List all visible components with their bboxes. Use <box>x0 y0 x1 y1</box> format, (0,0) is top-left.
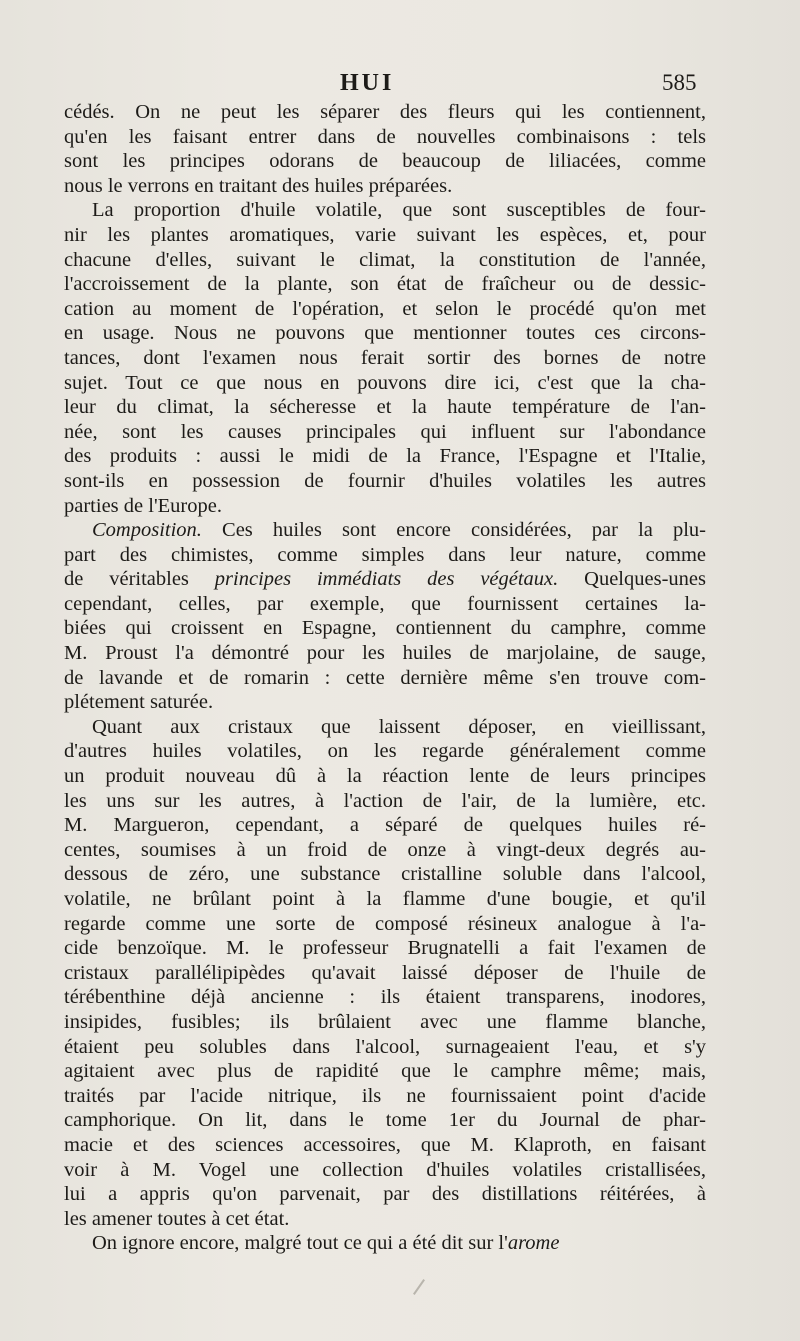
text-run: nous le verrons en traitant des huiles préparées. <box>64 174 453 197</box>
text-run: Quant aux cristaux que laissent déposer, en vieillissant, <box>92 715 706 738</box>
text-run: de véritables <box>64 568 215 591</box>
text-line <box>64 862 706 887</box>
text-run: Ces huiles sont encore considérées, par la plu- <box>201 519 706 542</box>
text-line <box>64 985 706 1010</box>
text-run: cédés. On ne peut les séparer des fleurs qui les contiennent, <box>64 101 706 123</box>
text-run: sujet. Tout ce que nous en pouvons dire ici, c'est que la cha- <box>64 371 706 394</box>
text-line <box>64 125 706 150</box>
text-line <box>64 395 706 420</box>
text-line <box>64 518 706 543</box>
text-line <box>64 813 706 838</box>
paper-mark <box>413 1279 425 1295</box>
text-line <box>64 1108 706 1133</box>
text-line <box>64 912 706 937</box>
text-run: parties de l'Europe. <box>64 494 222 517</box>
italic-text: principes immédiats des végétaux. <box>214 568 559 591</box>
text-line <box>64 420 706 445</box>
text-run: M. Proust l'a démontré pour les huiles de marjolaine, de sauge, <box>64 642 706 665</box>
text-line <box>64 592 706 617</box>
text-run: qu'en les faisant entrer dans de nouvelles combinaisons : tels <box>64 125 706 148</box>
italic-text: Composition. <box>92 519 202 542</box>
text-line <box>64 321 706 346</box>
text-run: On ignore encore, malgré tout ce qui a été dit sur l' <box>92 1232 508 1255</box>
text-run: un produit nouveau dû à la réaction lente de leurs principes <box>64 765 706 788</box>
text-run: de lavande et de romarin : cette dernière même s'en trouve com- <box>64 666 706 689</box>
text-line <box>64 567 706 592</box>
text-line <box>64 100 706 125</box>
text-line <box>64 174 706 199</box>
text-line <box>64 838 706 863</box>
text-run: leur du climat, la sécheresse et la haute température de l'an- <box>64 396 706 419</box>
text-line <box>64 1133 706 1158</box>
text-run: part des chimistes, comme simples dans leur nature, comme <box>64 543 706 566</box>
text-run: dessous de zéro, une substance cristalline soluble dans l'alcool, <box>64 863 706 886</box>
text-line <box>64 616 706 641</box>
text-run: plétement saturée. <box>64 691 214 714</box>
running-head-title: HUI <box>340 70 395 96</box>
text-run: cation au moment de l'opération, et selon le procédé qu'on met <box>64 297 706 320</box>
text-line <box>64 715 706 740</box>
text-line <box>64 936 706 961</box>
text-run: d'autres huiles volatiles, on les regarde généralement comme <box>64 740 706 763</box>
text-line <box>64 198 706 223</box>
text-line <box>64 1182 706 1207</box>
text-line <box>64 346 706 371</box>
text-line <box>64 961 706 986</box>
text-line <box>64 789 706 814</box>
text-line <box>64 1231 706 1256</box>
text-run: l'accroissement de la plante, son état de fraîcheur ou de dessic- <box>64 273 706 296</box>
text-line <box>64 494 706 519</box>
text-run: La proportion d'huile volatile, que sont susceptibles de four- <box>92 199 706 222</box>
text-line <box>64 1059 706 1084</box>
text-line <box>64 223 706 248</box>
text-run: lui a appris qu'on parvenait, par des distillations réitérées, à <box>64 1183 706 1206</box>
text-run: les amener toutes à cet état. <box>64 1207 290 1230</box>
text-run: voir à M. Vogel une collection d'huiles volatiles cristallisées, <box>64 1158 706 1181</box>
text-run: des produits : aussi le midi de la France, l'Espagne et l'Italie, <box>64 445 706 468</box>
text-run: camphorique. On lit, dans le tome 1er du Journal de phar- <box>64 1109 706 1132</box>
text-line <box>64 641 706 666</box>
text-run: nir les plantes aromatiques, varie suivant les espèces, et, pour <box>64 223 706 246</box>
text-line <box>64 739 706 764</box>
text-line <box>64 1207 706 1232</box>
text-line <box>64 1084 706 1109</box>
text-line <box>64 469 706 494</box>
text-run: insipides, fusibles; ils brûlaient avec une flamme blanche, <box>64 1010 706 1033</box>
text-line <box>64 887 706 912</box>
page-number: 585 <box>662 70 697 95</box>
text-line <box>64 764 706 789</box>
text-line <box>64 1158 706 1183</box>
text-line <box>64 444 706 469</box>
text-run: cide benzoïque. M. le professeur Brugnatelli a fait l'examen de <box>64 937 706 960</box>
text-run: les uns sur les autres, à l'action de l'air, de la lumière, etc. <box>64 789 706 812</box>
text-run: étaient peu solubles dans l'alcool, surnageaient l'eau, et s'y <box>64 1035 706 1058</box>
text-run: centes, soumises à un froid de onze à vingt-deux degrés au- <box>64 838 706 861</box>
text-line <box>64 149 706 174</box>
text-run: macie et des sciences accessoires, que M. Klaproth, en faisant <box>64 1133 706 1156</box>
text-run: traités par l'acide nitrique, ils ne fournissaient point d'acide <box>64 1084 706 1107</box>
text-run: agitaient avec plus de rapidité que le camphre même; mais, <box>64 1060 706 1083</box>
text-line <box>64 1035 706 1060</box>
text-run: sont-ils en possession de fournir d'huiles volatiles les autres <box>64 469 706 492</box>
text-run: térébenthine déjà ancienne : ils étaient transparens, inodores, <box>64 986 706 1009</box>
text-line <box>64 297 706 322</box>
text-run: chacune d'elles, suivant le climat, la constitution de l'année, <box>64 248 706 271</box>
text-run: biées qui croissent en Espagne, contiennent du camphre, comme <box>64 617 706 640</box>
body-text <box>64 100 706 1256</box>
text-run: M. Margueron, cependant, a séparé de quelques huiles ré- <box>64 814 706 837</box>
text-run: sont les principes odorans de beaucoup de liliacées, comme <box>64 150 706 173</box>
text-run: née, sont les causes principales qui influent sur l'abondance <box>64 420 706 443</box>
text-run: cependant, celles, par exemple, que fournissent certaines la- <box>64 592 706 615</box>
text-line <box>64 543 706 568</box>
text-run: en usage. Nous ne pouvons que mentionner toutes ces circons- <box>64 322 706 345</box>
text-line <box>64 1010 706 1035</box>
text-line <box>64 248 706 273</box>
text-run: tances, dont l'examen nous ferait sortir des bornes de notre <box>64 346 706 369</box>
text-run: cristaux parallélipipèdes qu'avait laissé déposer de l'huile de <box>64 961 706 984</box>
text-run: regarde comme une sorte de composé résineux analogue à l'a- <box>64 912 706 935</box>
text-line <box>64 690 706 715</box>
text-line <box>64 666 706 691</box>
text-line <box>64 371 706 396</box>
text-line <box>64 272 706 297</box>
text-run: volatile, ne brûlant point à la flamme d'une bougie, et qu'il <box>64 888 706 910</box>
italic-text: arome <box>507 1232 560 1255</box>
text-run: Quelques-unes <box>558 568 706 591</box>
